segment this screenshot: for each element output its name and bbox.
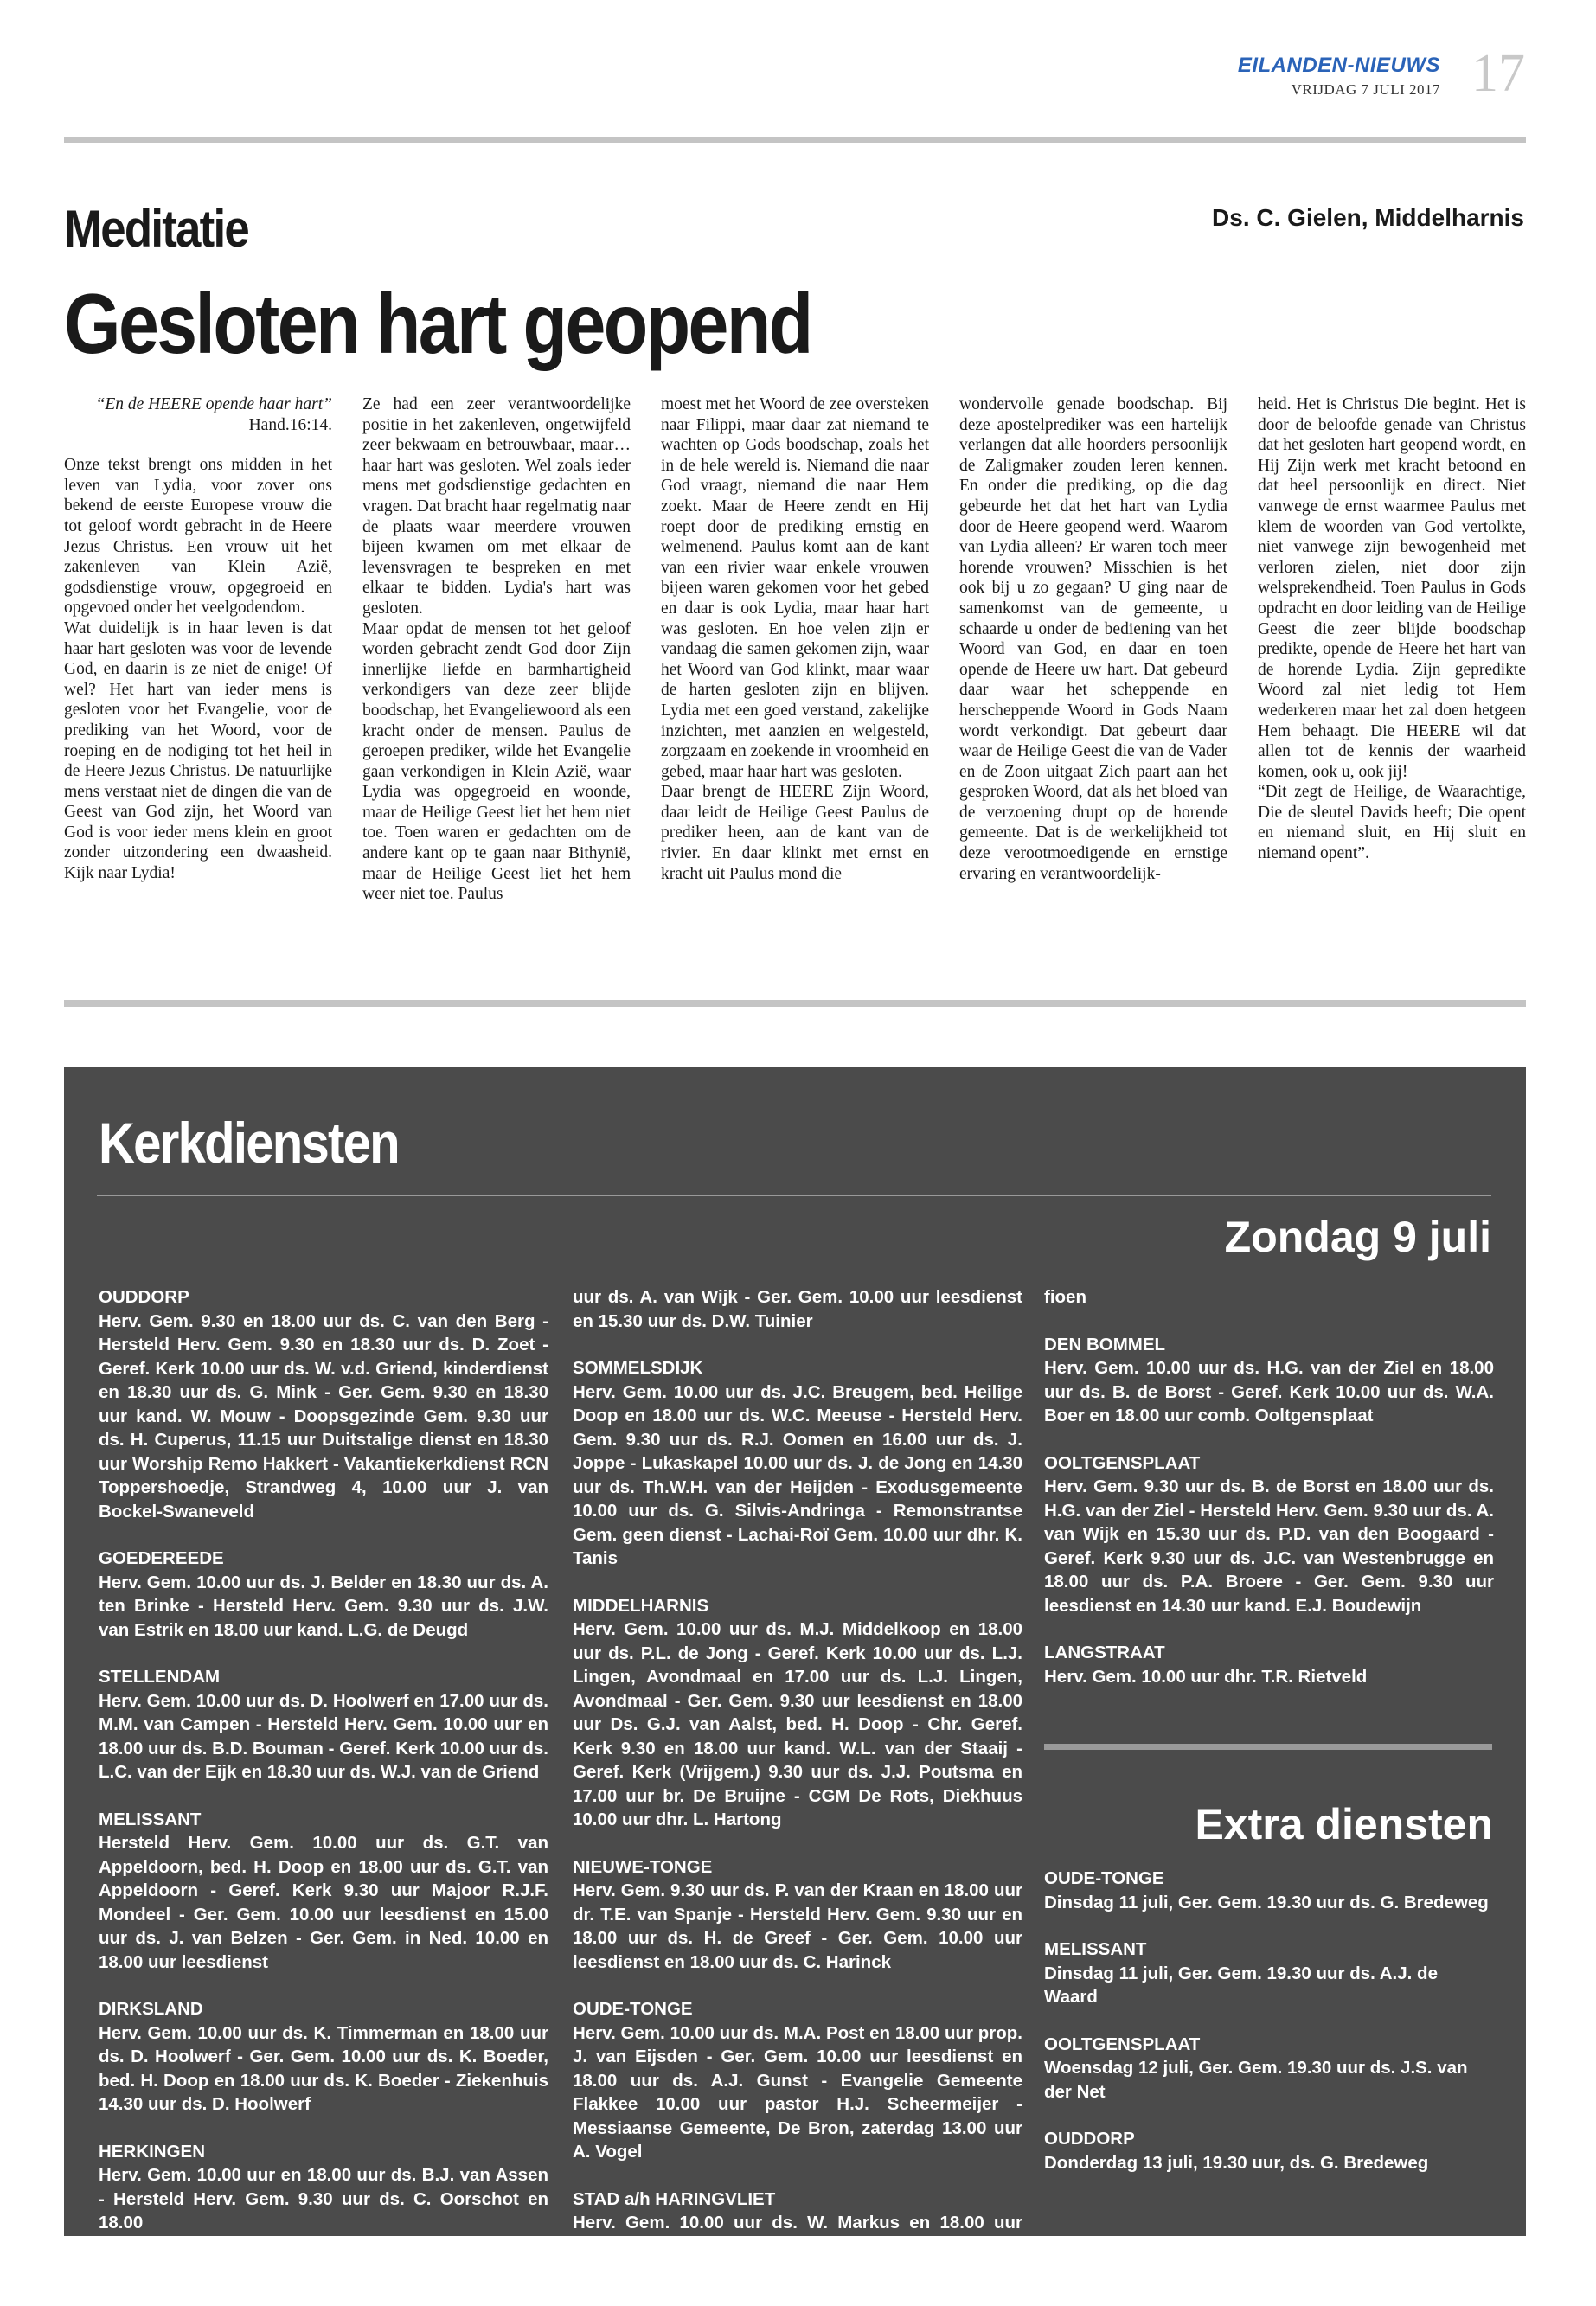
article-headline: Gesloten hart geopend (64, 276, 811, 371)
service-text: Herv. Gem. 10.00 uur ds. W. Markus en 18.00 uur prop. A. van Kralingen - Geref. Kerk 10.00 uur ds. Jac. Grif- (573, 2213, 1022, 2280)
section-divider (64, 1000, 1526, 1007)
extra-service-block (1044, 1867, 1494, 1914)
service-block (99, 1547, 548, 1642)
extra-services-list (1044, 1867, 1494, 2198)
paragraph: Ze had een zeer verantwoordelijke positie in het zakenleven, ongetwijfeld zeer bekwaam en betrouwbaar, maar… haar hart was gesloten. Wel zoals ieder mens met godsdienstige gedachten en vragen. Dat bracht haar regelmatig naar de plaats waar meerdere vrouwen bijeen kwamen om met elkaar de levensvragen te bespreken en met elkaar te bidden. Lydia's hart was gesloten. (362, 395, 631, 618)
place-name: MELISSANT (1044, 1939, 1147, 1959)
place-name: OUDDORP (1044, 2129, 1135, 2149)
place-name: OUDE-TONGE (1044, 1868, 1164, 1888)
article-body (64, 394, 1526, 965)
service-text: Dinsdag 11 juli, Ger. Gem. 19.30 uur ds. G. Bredeweg (1044, 1892, 1489, 1912)
service-block (573, 1356, 1022, 1571)
service-block (573, 2187, 1022, 2283)
place-name: DEN BOMMEL (1044, 1334, 1166, 1355)
service-text: Dinsdag 11 juli, Ger. Gem. 19.30 uur ds. A.J. de Waard (1044, 1963, 1438, 2007)
place-name: MIDDELHARNIS (573, 1595, 709, 1616)
quote-reference: Hand.16:14. (248, 415, 332, 434)
place-name: OOLTGENSPLAAT (1044, 1452, 1201, 1473)
scripture-quote (64, 394, 332, 435)
author-byline: Ds. C. Gielen, Middelharnis (1212, 204, 1524, 231)
service-block (573, 1997, 1022, 2164)
service-text: Herv. Gem. 10.00 uur dhr. T.R. Rietveld (1044, 1666, 1368, 1687)
issue-date: VRIJDAG 7 JULI 2017 (1291, 81, 1440, 98)
service-text: Herv. Gem. 9.30 uur ds. B. de Borst en 18.00 uur ds. H.G. van der Ziel - Hersteld Herv. Gem. 9.30 uur ds. A. van Wijk en 15.30 uur ds. P.D. van den Boogaard - Geref. Kerk 9.30 uur ds. J.C. van Westenbrugge en 18.00 uur ds. P.A. Broere - Ger. Gem. 9.30 uur leesdienst en 14.30 uur kand. E.J. Boudewijn (1044, 1476, 1494, 1616)
newspaper-logo: EILANDEN-NIEUWS (1237, 54, 1440, 77)
extra-divider (1044, 1744, 1492, 1750)
paragraph: Wat duidelijk is in haar leven is dat haar hart gesloten was voor de levende God, en daarin is ze niet de enige! Of wel? Het hart van ieder mens is gesloten voor het Evangelie, voor de prediking van het Woord, voor de roeping en de nodiging tot het heil in de Heere Jezus Christus. De natuurlijke mens verstaat niet de dingen die van de Geest van God zijn, het Woord van God is voor ieder mens klein en groot zonder uitzondering een dwaasheid. Kijk naar Lydia! (64, 618, 332, 883)
service-block (1044, 1285, 1494, 1310)
top-divider (64, 137, 1526, 143)
kerkdiensten-title: Kerkdiensten (99, 1111, 399, 1175)
service-text: uur ds. A. van Wijk - Ger. Gem. 10.00 uur leesdienst en 15.30 uur ds. D.W. Tuinier (573, 1287, 1022, 1331)
service-block (573, 1855, 1022, 1975)
service-block (1044, 1641, 1494, 1688)
service-text: Herv. Gem. 9.30 en 18.00 uur ds. C. van den Berg - Hersteld Herv. Gem. 9.30 en 18.30 uur ds. D. Zoet - Geref. Kerk 10.00 uur ds. W. v.d. Griend, kinderdienst en 18.30 uur ds. G. Mink - Ger. Gem. 9.30 en 18.30 uur kand. W. Mouw - Doopsgezinde Gem. 9.30 uur ds. H. Cuperus, 11.15 uur Duitstalige dienst en 18.30 uur Worship Remo Hakkert - Vakantiekerkdienst RCN Toppershoedje, Strandweg 4, 10.00 uur J. van Bockel-Swaneveld (99, 1310, 548, 1521)
service-text: Herv. Gem. 10.00 uur en 18.00 uur ds. B.J. van Assen - Hersteld Herv. Gem. 9.30 uur ds. C. Oorschot en 18.00 (99, 2165, 548, 2232)
quote-text: “En de HEERE opende haar hart” (95, 395, 332, 413)
service-text: Herv. Gem. 10.00 uur ds. J. Belder en 18.30 uur ds. A. ten Brinke - Hersteld Herv. Gem. 9.30 uur ds. J.W. van Estrik en 18.00 uur kand. L.G. de Deugd (99, 1572, 548, 1640)
service-text: Donderdag 13 juli, 19.30 uur, ds. G. Bredeweg (1044, 2152, 1429, 2173)
service-block (1044, 1451, 1494, 1618)
place-name: SOMMELSDIJK (573, 1358, 703, 1378)
place-name: MELISSANT (99, 1809, 202, 1829)
service-block (99, 1997, 548, 2117)
service-block (573, 1285, 1022, 1333)
services-column-1 (99, 1285, 548, 2258)
article-column-4 (959, 394, 1227, 965)
place-name: STAD a/h HARINGVLIET (573, 2188, 776, 2209)
extra-service-block (1044, 1938, 1494, 2009)
service-text: Herv. Gem. 10.00 uur ds. M.A. Post en 18.00 uur prop. J. van Eijsden - Ger. Gem. 10.00 uur leesdienst en 18.00 uur ds. A.J. Gunst - Evangelie Gemeente Flakkee 10.00 uur pastor H.J. Scheermeijer - Messiaanse Gemeente, De Bron, zaterdag 13.00 uur A. Vogel (573, 2022, 1022, 2162)
service-block (99, 1808, 548, 1975)
page-number: 17 (1471, 44, 1525, 103)
extra-service-block (1044, 2033, 1494, 2104)
paragraph: Daar brengt de HEERE Zijn Woord, daar leidt de Heilige Geest Paulus de prediker heen, aan de kant van de rivier. En daar klinkt met ernst en kracht uit Paulus mond die (661, 783, 929, 883)
service-block (99, 1285, 548, 1523)
place-name: HERKINGEN (99, 2141, 206, 2162)
service-text: Herv. Gem. 10.00 uur ds. D. Hoolwerf en 17.00 uur ds. M.M. van Campen - Hersteld Herv. Gem. 10.00 uur en 18.00 uur ds. B.D. Bouman - Geref. Kerk 10.00 uur ds. L.C. van der Eijk en 18.30 uur ds. W.J. van de Griend (99, 1690, 548, 1782)
service-text: Herv. Gem. 10.00 uur ds. J.C. Breugem, bed. Heilige Doop en 18.00 uur ds. W.C. Meeuse - Hersteld Herv. Gem. 9.30 uur ds. R.J. Oomen en 16.00 uur ds. J. Joppe - Lukaskapel 10.00 uur ds. J. de Jong en 14.30 uur ds. Th.W.H. van der Heijden - Exodusgemeente 10.00 uur ds. G. Silvis-Andringa - Remonstrantse Gem. geen dienst - Lachai-Roï Gem. 10.00 uur dhr. K. Tanis (573, 1381, 1022, 1568)
article-column-1 (64, 394, 332, 965)
kerkdiensten-box (64, 1067, 1526, 2280)
place-name: LANGSTRAAT (1044, 1643, 1165, 1662)
services-column-2 (573, 1285, 1022, 2306)
paragraph: moest met het Woord de zee oversteken naar Filippi, maar daar zat niemand te wachten op Gods boodschap, zoals het in de hele wereld is. Niemand die naar God vraagt, niemand die naar Hem zoekt. Maar de Heere zendt en Hij roept door de prediking ernstig en welmenend. Paulus komt aan de kant van een rivier waar enkele vrouwen bijeen waren gekomen voor het gebed en daar is ook Lydia, maar haar hart was gesloten. En hoe velen zijn er vandaag die samen gekomen zijn, waar het Woord van God klinkt, maar waar de harten gesloten zijn en blijven. Lydia met een goed verstand, zakelijke inzichten, met aanzien en welgesteld, zorgzaam en zoekende in vroomheid en gebed, maar haar hart was gesloten. (661, 395, 929, 781)
place-name: GOEDEREEDE (99, 1548, 224, 1568)
service-text: fioen (1044, 1287, 1086, 1307)
article-column-2 (362, 394, 631, 965)
paragraph: wondervolle genade boodschap. Bij deze apostelprediker was een hartelijk verlangen dat alle hoorders persoonlijk de Zaligmaker zouden leren kennen. En onder die prediking, op die dag gebeurde het dat het hart van Lydia door de Heere geopend werd. Waarom van Lydia alleen? Er waren toch meer horende vrouwen? Misschien is het ook bij u zo gegaan? U ging naar de samenkomst van de gemeente, u schaarde u onder de bediening van het Woord van God, en daar en toen opende de Heere uw hart. Dat gebeurd daar waar het scheppende en herscheppende Woord in Gods Naam wordt verkondigt. Dat gebeurt daar waar de Heilige Geest die van de Vader en de Zoon uitgaat Zich paart aan het gesproken Woord, dat als het bloed van de verzoening drupt op de horende gemeente. Dat is de werkelijkheid tot deze verootmoedigende en ernstige ervaring en verantwoordelijk- (959, 395, 1227, 883)
service-date-heading: Zondag 9 juli (1224, 1213, 1491, 1261)
service-text: Herv. Gem. 9.30 uur ds. P. van der Kraan en 18.00 uur dr. T.E. van Spanje - Hersteld Herv. Gem. 9.30 uur en 18.00 uur ds. H. de Greef - Ger. Gem. 10.00 uur leesdienst en 18.00 uur ds. C. Harinck (573, 1880, 1022, 1972)
service-text: Herv. Gem. 10.00 uur ds. M.J. Middelkoop en 18.00 uur ds. P.L. de Jong - Geref. Kerk 10.00 uur ds. L.J. Lingen, Avondmaal en 17.00 uur ds. L.J. Lingen, Avondmaal - Ger. Gem. 9.30 uur leesdienst en 18.00 uur Ds. G.J. van Aalst, bed. H. Doop - Chr. Geref. Kerk 9.30 en 18.00 uur kand. W.L. van der Staaij - Geref. Kerk (Vrijgem.) 9.30 uur ds. J.J. Poutsma en 17.00 uur br. De Bruijne - CGM De Rots, Diekhuus 10.00 uur dhr. L. Hartong (573, 1619, 1022, 1829)
service-block (99, 1665, 548, 1784)
place-name: NIEUWE-TONGE (573, 1856, 713, 1877)
article-column-3 (661, 394, 929, 965)
extra-services-heading: Extra diensten (1195, 1800, 1493, 1848)
service-block (1044, 1333, 1494, 1428)
place-name: STELLENDAM (99, 1667, 221, 1687)
paragraph: Maar opdat de mensen tot het geloof worden gebracht zendt God door Zijn innerlijke liefde en barmhartigheid verkondigers van deze zeer blijde boodschap, het Evangeliewoord als een kracht onder de mensen. Paulus de geroepen prediker, wilde het Evangelie gaan verkondigen in Klein Azië, waar Lydia was opgegroeid en woonde, maar de Heilige Geest liet het hem niet toe. Toen waren er gedachten om de andere kant op te gaan naar Bithynië, maar de Heilige Geest liet het hem weer niet toe. Paulus (362, 619, 631, 904)
paragraph: “Dit zegt de Heilige, de Waarachtige, Die de sleutel Davids heeft; Die opent en niemand sluit, en Hij sluit en niemand opent”. (1258, 783, 1526, 863)
service-text: Herv. Gem. 10.00 uur ds. K. Timmerman en 18.00 uur ds. D. Hoolwerf - Ger. Gem. 10.00 uur ds. K. Boeder, bed. H. Doop en 18.00 uur ds. K. Boeder - Ziekenhuis 14.30 uur ds. D. Hoolwerf (99, 2022, 548, 2114)
paragraph: heid. Het is Christus Die begint. Het is door de beloofde genade van Christus dat het gesloten hart geopend wordt, en Hij Zijn werk met kracht betoond en dat heel persoonlijk en direct. Niet vanwege de ernst waarmee Paulus met klem de woorden van God vertolkte, niet vanwege zijn bewogenheid met verloren zielen, niet door zijn welsprekendheid. Toen Paulus in Gods opdracht en door leiding van de Heilige Geest die zeer blijde boodschap predikte, opende de Heere het hart van de horende Lydia. Zijn gepredikte Woord zal niet ledig tot Hem wederkeren maar het zal doen hetgeen Hem behaagt. Die HEERE wil dat allen tot de kennis der waarheid komen, ook u, ook jij! (1258, 395, 1526, 781)
service-block (573, 1594, 1022, 1832)
paragraph: Onze tekst brengt ons midden in het leven van Lydia, voor zover ons bekend de eerste Europese vrouw die tot geloof wordt gebracht in de Heere Jezus Christus. Een vrouw uit het zakenleven van Klein Azië, godsdienstige vrouw, opgegroeid en opgevoed onder het veelgodendom. (64, 456, 332, 618)
service-text: Woensdag 12 juli, Ger. Gem. 19.30 uur ds. J.S. van der Net (1044, 2058, 1468, 2102)
services-column-3 (1044, 1285, 1494, 1712)
service-text: Herv. Gem. 10.00 uur ds. H.G. van der Ziel en 18.00 uur ds. B. de Borst - Geref. Kerk 10.00 uur ds. W.A. Boer en 18.00 uur comb. Ooltgensplaat (1044, 1358, 1494, 1425)
service-text: Hersteld Herv. Gem. 10.00 uur ds. G.T. van Appeldoorn, bed. H. Doop en 18.00 uur ds. G.T. van Appeldoorn - Geref. Kerk 9.30 uur Majoor R.J.F. Mondeel - Ger. Gem. 10.00 uur leesdienst en 15.00 uur ds. J. van Belzen - Ger. Gem. in Ned. 10.00 en 18.00 uur leesdienst (99, 1833, 548, 1972)
place-name: OUDE-TONGE (573, 1999, 693, 2019)
masthead (1238, 54, 1440, 99)
service-block (99, 2140, 548, 2235)
section-title: Meditatie (64, 200, 249, 258)
place-name: OUDDORP (99, 1287, 189, 1307)
article-column-5 (1258, 394, 1526, 965)
place-name: DIRKSLAND (99, 1999, 203, 2019)
place-name: OOLTGENSPLAAT (1044, 2034, 1201, 2054)
extra-service-block (1044, 2127, 1494, 2175)
kerkdiensten-rule (97, 1195, 1491, 1196)
